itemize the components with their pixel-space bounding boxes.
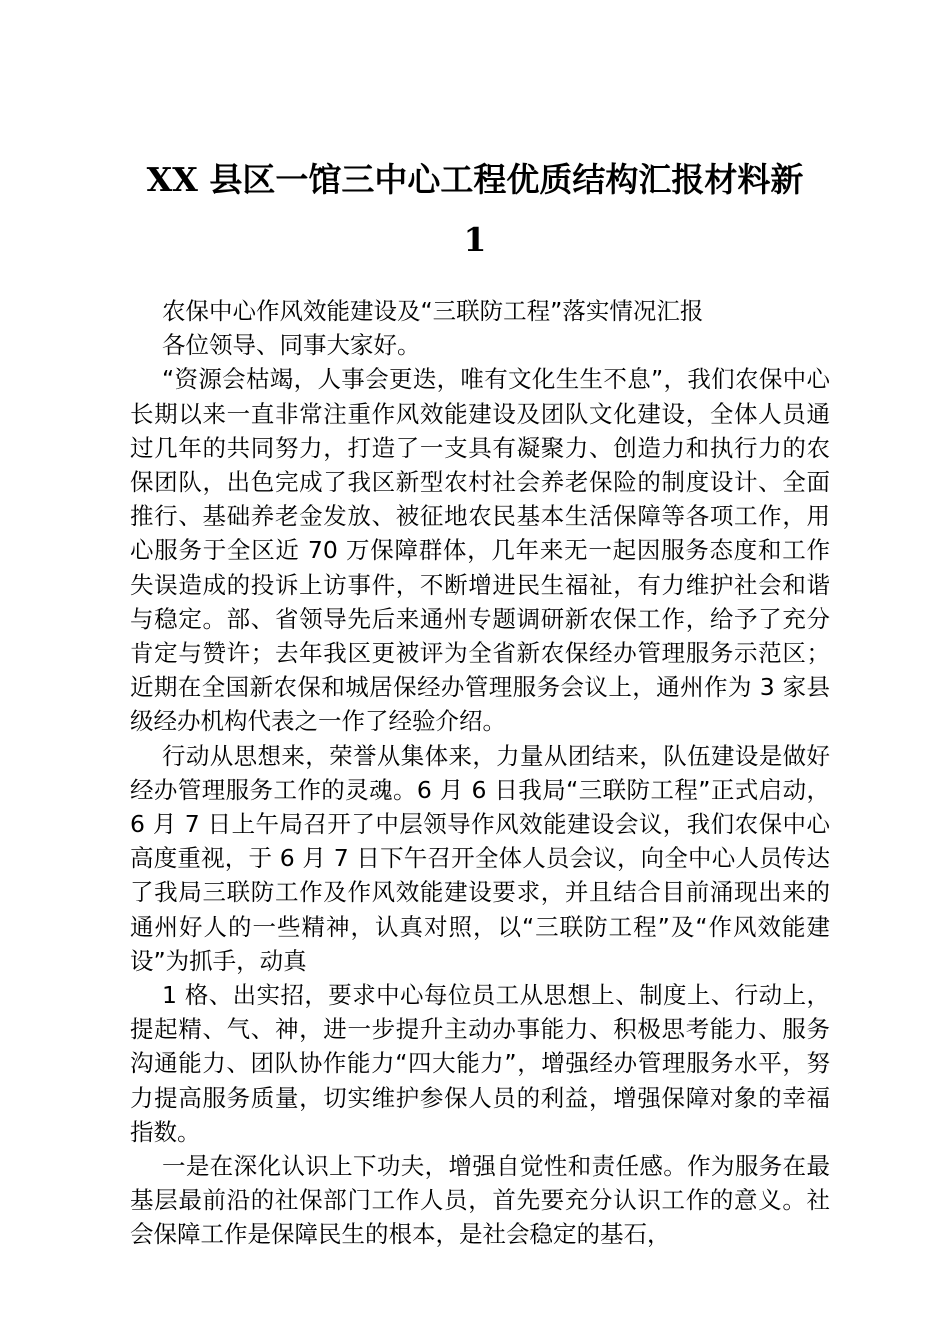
document-body xyxy=(130,294,830,1252)
paragraph-report-heading: 农保中心作风效能建设及“三联防工程”落实情况汇报 xyxy=(162,297,704,325)
paragraph-point-one: 一是在深化认识上下功夫，增强自觉性和责任感。作为服务在最基层最前沿的社保部门工作人员，首先要充分认识工作的意义。社会保障工作是保障民生的根本，是社会稳定的基石， xyxy=(130,1152,830,1249)
paragraph-greeting: 各位领导、同事大家好。 xyxy=(162,331,421,360)
document-title-line-2: 1 xyxy=(463,220,487,259)
paragraph-requirements: 1 格、出实招，要求中心每位员工从思想上、制度上、行动上，提起精、气、神，进一步提升主动办事能力、积极思考能力、服务沟通能力、团队协作能力“四大能力”，增强经办管理服务水平，努力提高服务质量，切实维护参保人员的利益，增强保障对象的幸福指数。 xyxy=(130,981,830,1146)
paragraph-action: 行动从思想来，荣誉从集体来，力量从团结来，队伍建设是做好经办管理服务工作的灵魂。6 月 6 日我局“三联防工程”正式启动，6 月 7 日上午局召开了中层领导作风效能建设会议，我们农保中心高度重视，于 6 月 7 日下午召开全体人员会议，向全中心人员传达了我局三联防工作及作风效能建设要求，并且结合目前涌现出来的通州好人的一些精神，认真对照，以“三联防工程”及“作风效能建设”为抓手，动真 xyxy=(130,741,830,975)
document-title-line-1: XX 县区一馆三中心工程优质结构汇报材料新 xyxy=(146,160,804,199)
paragraph-intro: “资源会枯竭，人事会更迭，唯有文化生生不息”，我们农保中心长期以来一直非常注重作风效能建设及团队文化建设，全体人员通过几年的共同努力，打造了一支具有凝聚力、创造力和执行力的农保团队，出色完成了我区新型农村社会养老保险的制度设计、全面推行、基础养老金发放、被征地农民基本生活保障等各项工作，用心服务于全区近 70 万保障群体，几年来无一起因服务态度和工作失误造成的投诉上访事件，不断增进民生福祉，有力维护社会和谐与稳定。部、省领导先后来通州专题调研新农保工作，给予了充分肯定与赞许；去年我区更被评为全省新农保经办管理服务示范区；近期在全国新农保和城居保经办管理服务会议上，通州作为 3 家县级经办机构代表之一作了经验介绍。 xyxy=(130,365,830,736)
